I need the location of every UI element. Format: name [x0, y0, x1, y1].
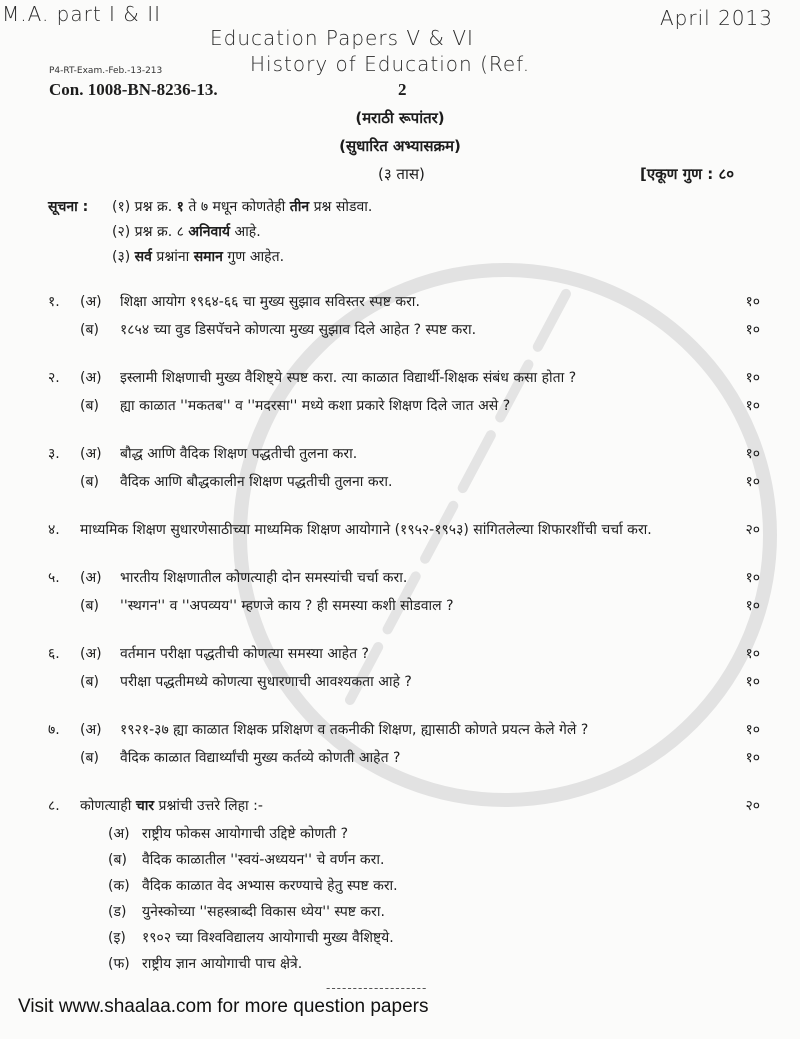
handwritten-course: M.A. part I & II	[2, 2, 162, 26]
part-label: (अ)	[80, 570, 102, 586]
instruction-1: सूचना : (१) प्रश्न क्र. १ ते ७ मधून कोणतेही तीन प्रश्न सोडवा.	[48, 199, 373, 215]
title-syllabus: (सुधारित अभ्यासक्रम)	[339, 137, 461, 155]
question-text: राष्ट्रीय फोकस आयोगाची उद्दिष्टे कोणती ?	[142, 826, 349, 842]
question-8-text: कोणत्याही चार प्रश्नांची उत्तरे लिहा :-	[80, 798, 263, 814]
instruction-2: (२) प्रश्न क्र. ८ अनिवार्य आहे.	[112, 224, 261, 240]
marks: २०	[745, 522, 760, 538]
part-label: (ब)	[80, 474, 99, 490]
question-text: १८५४ च्या वुड डिसपॅचने कोणत्या मुख्य सुझाव दिले आहेत ? स्पष्ट करा.	[120, 322, 477, 338]
q8-subquestion	[0, 929, 800, 948]
question-gap	[0, 501, 800, 521]
part-label: (ब)	[80, 398, 99, 414]
total-marks: [एकूण गुण : ८०	[640, 165, 735, 183]
question-text: १९०२ च्या विश्वविद्यालय आयोगाची मुख्य वैशिष्ट्ये.	[142, 930, 394, 946]
question-number: ४.	[48, 522, 60, 538]
question-text: वैदिक आणि बौद्धकालीन शिक्षण पद्धतीची तुलना करा.	[120, 474, 393, 490]
instruction-3: (३) सर्व प्रश्नांना समान गुण आहेत.	[112, 249, 285, 265]
question-6-part	[0, 673, 800, 692]
question-text: वैदिक काळातील ''स्वयं-अध्ययन'' चे वर्णन करा.	[142, 852, 385, 868]
question-number: ३.	[48, 446, 60, 462]
part-label: (फ)	[108, 956, 130, 972]
question-number: ७.	[48, 722, 60, 738]
question-text: इस्लामी शिक्षणाची मुख्य वैशिष्ट्ये स्पष्ट करा. त्या काळात विद्यार्थी-शिक्षक संबंध कसा होता ?	[120, 370, 577, 386]
marks: १०	[745, 750, 760, 766]
question-gap	[0, 625, 800, 645]
question-1-part	[0, 321, 800, 340]
question-number: ६.	[48, 646, 60, 662]
question-6-part	[0, 645, 800, 664]
part-label: (ब)	[108, 852, 127, 868]
question-number: २.	[48, 370, 60, 386]
title-language: (मराठी रूपांतर)	[355, 109, 445, 127]
marks: १०	[745, 674, 760, 690]
print-code: P4-RT-Exam.-Feb.-13-213	[49, 66, 163, 76]
duration-row	[0, 164, 800, 186]
q8-subquestion	[0, 825, 800, 844]
marks: १०	[745, 370, 760, 386]
marks: १०	[745, 722, 760, 738]
question-gap	[0, 425, 800, 445]
question-7-part	[0, 749, 800, 768]
question-2-part	[0, 397, 800, 416]
part-label: (ब)	[80, 674, 99, 690]
question-number: ५.	[48, 570, 60, 586]
handwritten-subject: History of Education (Ref.	[250, 52, 531, 76]
question-7-part	[0, 721, 800, 740]
question-3-part	[0, 445, 800, 464]
instructions-label: सूचना :	[48, 199, 89, 215]
question-5-part	[0, 569, 800, 588]
question-gap	[0, 549, 800, 569]
part-label: (अ)	[80, 294, 102, 310]
part-label: (अ)	[80, 446, 102, 462]
question-1-part	[0, 293, 800, 312]
question-3-part	[0, 473, 800, 492]
question-text: १९२१-३७ ह्या काळात शिक्षक प्रशिक्षण व तकनीकी शिक्षण, ह्यासाठी कोणते प्रयत्न केले गेले ?	[120, 722, 589, 738]
question-text: वैदिक काळात वेद अभ्यास करण्याचे हेतु स्पष्ट करा.	[142, 878, 398, 894]
question-gap	[0, 701, 800, 721]
question-4	[0, 521, 800, 540]
question-text: ''स्थगन'' व ''अपव्यय'' म्हणजे काय ? ही समस्या कशी सोडवाल ?	[120, 598, 454, 614]
marks: १०	[745, 294, 760, 310]
part-label: (ब)	[80, 598, 99, 614]
part-label: (ब)	[80, 750, 99, 766]
marks: १०	[745, 446, 760, 462]
part-label: (अ)	[80, 646, 102, 662]
part-label: (अ)	[108, 826, 130, 842]
marks: १०	[745, 646, 760, 662]
question-8-number: ८.	[48, 798, 60, 814]
handwritten-date: April 2013	[660, 6, 773, 30]
part-label: (क)	[108, 878, 130, 894]
page-number: 2	[398, 80, 407, 99]
marks: १०	[745, 570, 760, 586]
question-text: भारतीय शिक्षणातील कोणत्याही दोन समस्यांची चर्चा करा.	[120, 570, 408, 586]
handwritten-papers: Education Papers V & VI	[210, 26, 474, 50]
question-8	[0, 797, 800, 816]
part-label: (अ)	[80, 370, 102, 386]
question-text: ह्या काळात ''मकतब'' व ''मदरसा'' मध्ये कशा प्रकारे शिक्षण दिले जात असे ?	[120, 398, 511, 414]
question-text: युनेस्कोच्या ''सहस्त्राब्दी विकास ध्येय'' स्पष्ट करा.	[142, 904, 385, 920]
question-text: राष्ट्रीय ज्ञान आयोगाची पाच क्षेत्रे.	[142, 956, 303, 972]
part-label: (इ)	[108, 930, 126, 946]
footer-link[interactable]: Visit www.shaalaa.com for more question papers	[18, 996, 429, 1017]
q8-subquestion	[0, 955, 800, 974]
marks: १०	[745, 322, 760, 338]
question-2-part	[0, 369, 800, 388]
part-label: (ब)	[80, 322, 99, 338]
question-text: बौद्ध आणि वैदिक शिक्षण पद्धतीची तुलना करा.	[120, 446, 358, 462]
question-text: वर्तमान परीक्षा पद्धतीची कोणत्या समस्या आहेत ?	[120, 646, 369, 662]
marks: १०	[745, 598, 760, 614]
con-code: Con. 1008-BN-8236-13.	[49, 80, 218, 99]
question-text: वैदिक काळात विद्यार्थ्यांची मुख्य कर्तव्ये कोणती आहेत ?	[120, 750, 401, 766]
duration: (३ तास)	[378, 165, 425, 183]
q8-subquestion	[0, 903, 800, 922]
question-text: माध्यमिक शिक्षण सुधारणेसाठीच्या माध्यमिक शिक्षण आयोगाने (१९५२-१९५३) सांगितलेल्या शिफारशींची चर्चा करा.	[80, 522, 652, 538]
part-label: (ड)	[108, 904, 127, 920]
question-text: शिक्षा आयोग १९६४-६६ चा मुख्य सुझाव सविस्तर स्पष्ट करा.	[120, 294, 420, 310]
question-gap	[0, 273, 800, 293]
question-text: परीक्षा पद्धतीमध्ये कोणत्या सुधारणाची आवश्यकता आहे ?	[120, 674, 412, 690]
end-of-paper-mark: -------------------	[326, 981, 428, 995]
part-label: (अ)	[80, 722, 102, 738]
question-5-part	[0, 597, 800, 616]
question-8-marks: २०	[745, 798, 760, 814]
marks: १०	[745, 398, 760, 414]
q8-subquestion	[0, 877, 800, 896]
question-gap	[0, 349, 800, 369]
q8-subquestion	[0, 851, 800, 870]
marks: १०	[745, 474, 760, 490]
question-number: १.	[48, 294, 60, 310]
